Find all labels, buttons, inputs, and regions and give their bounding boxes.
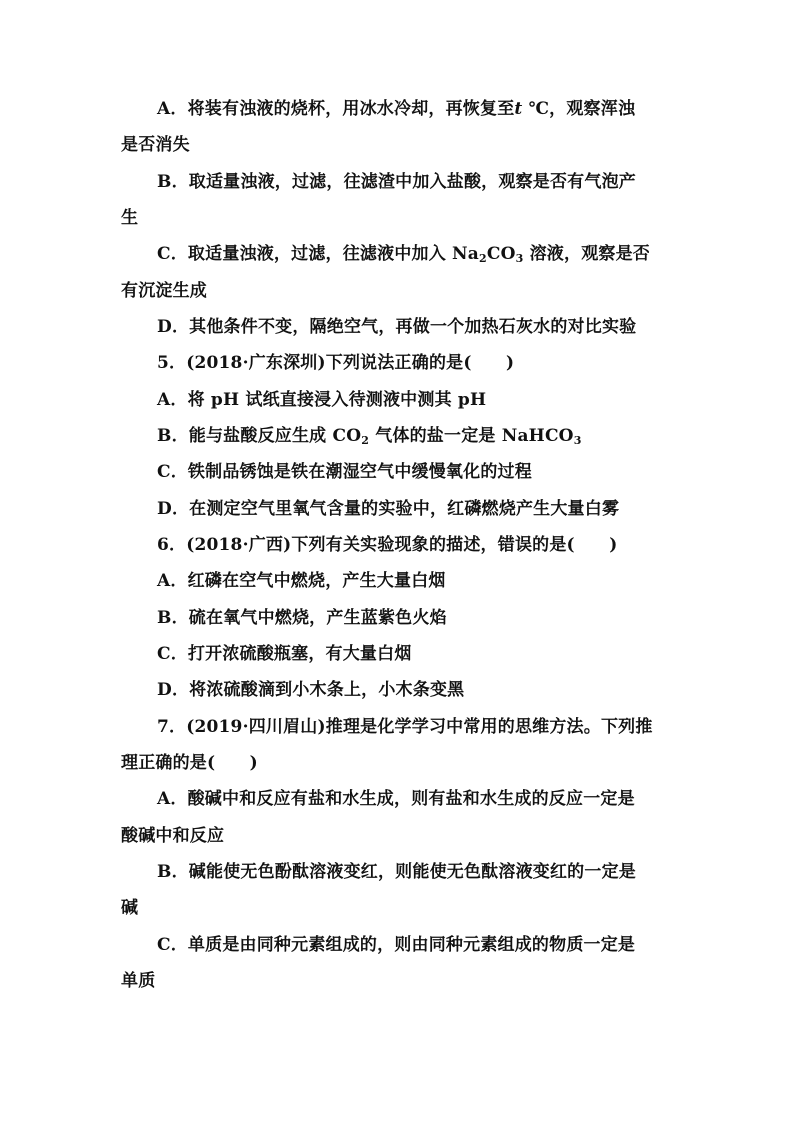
q5-option-b: B．能与盐酸反应生成 $CO_2$ 气体的盐一定是 NaHCO$_3$ xyxy=(157,426,582,447)
q7-stem-line1: 7．(2019·四川眉山)推理是化学学习中常用的思维方法。下列推 xyxy=(157,717,653,737)
q5-option-a: A．将 pH 试纸直接浸入待测液中测其 pH xyxy=(157,390,487,410)
q6-stem: 6．(2018·广西)下列有关实验现象的描述，错误的是( ) xyxy=(157,535,618,555)
q6-option-c: C．打开浓硫酸瓶塞，有大量白烟 xyxy=(157,644,412,664)
q6-option-a: A．红磷在空气中燃烧，产生大量白烟 xyxy=(157,571,446,591)
q5-option-d: D．在测定空气里氧气含量的实验中，红磷燃烧产生大量白雾 xyxy=(157,499,620,519)
q5-option-c: C．铁制品锈蚀是铁在潮湿空气中缓慢氧化的过程 xyxy=(157,462,532,482)
q7-option-c-line2: 单质 xyxy=(121,971,156,991)
q5-stem: 5．(2018·广东深圳)下列说法正确的是( ) xyxy=(157,353,515,373)
q7-option-c-line1: C．单质是由同种元素组成的，则由同种元素组成的物质一定是 xyxy=(157,935,636,955)
q4-option-d: D．其他条件不变，隔绝空气，再做一个加热石灰水的对比实验 xyxy=(157,317,637,337)
q7-option-b-line2: 碱 xyxy=(121,898,139,918)
q6-option-d: D．将浓硫酸滴到小木条上，小木条变黑 xyxy=(157,680,465,700)
q7-option-b-line1: B．碱能使无色酚酞溶液变红，则能使无色酞溶液变红的一定是 xyxy=(157,862,636,882)
q7-option-a-line2: 酸碱中和反应 xyxy=(121,826,225,846)
q4-option-b-line2: 生 xyxy=(121,208,139,228)
variable-t: t xyxy=(514,99,523,119)
q7-option-a-line1: A．酸碱中和反应有盐和水生成，则有盐和水生成的反应一定是 xyxy=(157,789,635,809)
q4-option-c-line2: 有沉淀生成 xyxy=(121,281,207,301)
q4-option-b-line1: B．取适量浊液，过滤，往滤渣中加入盐酸，观察是否有气泡产 xyxy=(157,172,636,192)
q4-option-c-line1: C．取适量浊液，过滤，往滤液中加入 $Na_2CO_3$ 溶液，观察是否 xyxy=(157,244,651,265)
q4-option-a-line2: 是否消失 xyxy=(121,135,190,155)
q6-option-b: B．硫在氧气中燃烧，产生蓝紫色火焰 xyxy=(157,608,447,628)
q7-stem-line2: 理正确的是( ) xyxy=(121,753,258,773)
q4-option-a-line1: A．将装有浊液的烧杯，用冰水冷却，再恢复至t ℃，观察浑浊 xyxy=(157,99,636,119)
